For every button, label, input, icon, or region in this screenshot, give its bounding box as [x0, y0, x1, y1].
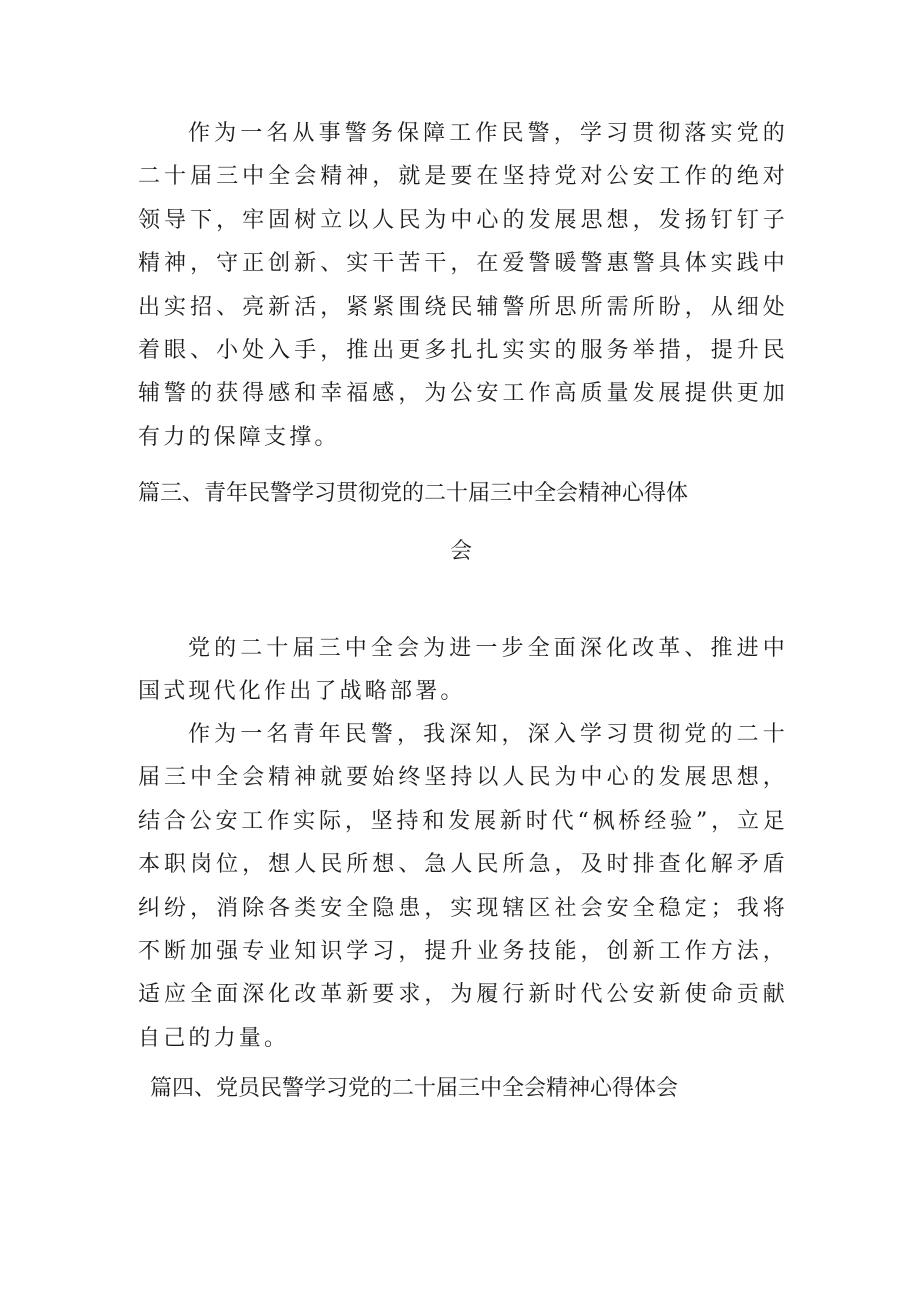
- body-paragraph-1: 作为一名从事警务保障工作民警，学习贯彻落实党的二十届三中全会精神，就是要在坚持党对公安工作的绝对领导下，牢固树立以人民为中心的发展思想，发扬钉钉子精神，守正创新、实干苦干，在爱警暖警惠警具体实践中出实招、亮新活，紧紧围绕民辅警所思所需所盼，从细处着眼、小处入手，推出更多扎扎实实的服务举措，提升民辅警的获得感和幸福感，为公安工作高质量发展提供更加有力的保障支撑。: [138, 121, 788, 450]
- section-4-title: 篇四、党员民警学习党的二十届三中全会精神心得体会: [150, 1076, 679, 1101]
- section-3-title: 篇三、青年民警学习贯彻党的二十届三中全会精神心得体: [138, 481, 689, 506]
- body-paragraph-2: 党的二十届三中全会为进一步全面深化改革、推进中国式现代化作出了战略部署。: [138, 636, 788, 705]
- body-paragraph-3: 作为一名青年民警，我深知，深入学习贯彻党的二十届三中全会精神就要始终坚持以人民为中心的发展思想，结合公安工作实际，坚持和发展新时代“枫桥经验”，立足本职岗位，想人民所想、急人民所急，及时排查化解矛盾纠纷，消除各类安全隐患，实现辖区社会安全稳定；我将不断加强专业知识学习，提升业务技能，创新工作方法，适应全面深化改革新要求，为履行新时代公安新使命贡献自己的力量。: [138, 722, 788, 1051]
- section-3-title-continuation: 会: [450, 539, 473, 564]
